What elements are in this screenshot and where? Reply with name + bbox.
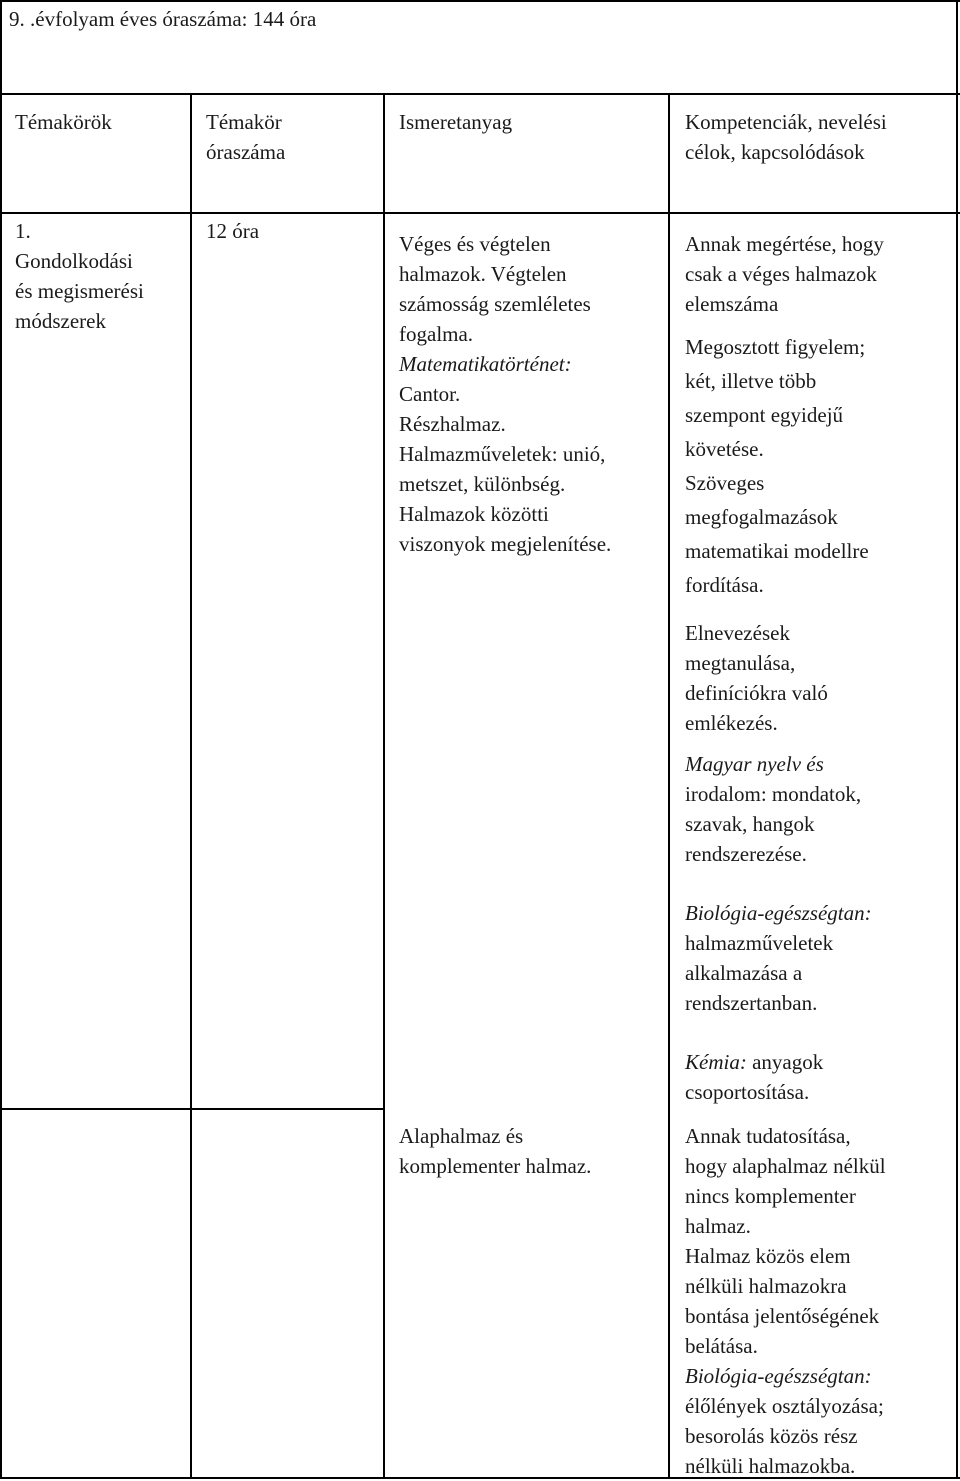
subject-link: Biológia-egészségtan: <box>685 1364 872 1388</box>
header-topics: Témakörök <box>15 110 112 134</box>
knowledge-line: metszet, különbség. <box>399 472 566 496</box>
competency-line: belátása. <box>685 1334 758 1358</box>
competency-line: rendszertanban. <box>685 991 818 1015</box>
competency-line: nincs komplementer <box>685 1184 856 1208</box>
header-topic-hours-2: óraszáma <box>206 140 286 164</box>
competency-line: alkalmazása a <box>685 961 803 985</box>
competency-line: követése. <box>685 437 764 461</box>
knowledge-line: számosság szemléletes <box>399 292 591 316</box>
competency-line: definíciókra való <box>685 681 828 705</box>
knowledge-line: Véges és végtelen <box>399 232 551 256</box>
competency-block <box>685 749 861 869</box>
table-border-right <box>956 0 958 1479</box>
competency-line: halmaz. <box>685 1214 751 1238</box>
knowledge-line: Cantor. <box>399 382 461 406</box>
knowledge-line: halmazok. Végtelen <box>399 262 567 286</box>
competency-line: csoportosítása. <box>685 1080 810 1104</box>
knowledge-line: Halmazműveletek: unió, <box>399 442 606 466</box>
competency-line <box>685 1047 823 1077</box>
header-topic-hours-1: Témakör <box>206 110 282 134</box>
topic-line: 1. <box>15 219 31 243</box>
knowledge-line: viszonyok megjelenítése. <box>399 532 612 556</box>
competency-block <box>685 330 869 602</box>
competency-line: Annak megértése, hogy <box>685 232 884 256</box>
competency-line: matematikai modellre <box>685 539 869 563</box>
competency-line: fordítása. <box>685 573 764 597</box>
knowledge-line: Halmazok közötti <box>399 502 549 526</box>
grade-title: 9. .évfolyam éves óraszáma: 144 óra <box>9 7 317 31</box>
header-competencies-1: Kompetenciák, nevelési <box>685 110 887 134</box>
table-border-top <box>0 0 960 2</box>
topic-line: és megismerési <box>15 279 144 303</box>
col1-divider <box>190 93 192 1479</box>
competency-line: irodalom: mondatok, <box>685 782 862 806</box>
topic-line: módszerek <box>15 309 106 333</box>
knowledge-cell <box>399 229 611 559</box>
knowledge-line: Részhalmaz. <box>399 412 506 436</box>
competency-line: rendszerezése. <box>685 842 807 866</box>
competency-line: szavak, hangok <box>685 812 815 836</box>
competency-block <box>685 1047 823 1107</box>
col2-divider <box>383 93 385 1479</box>
competency-line: megfogalmazások <box>685 505 838 529</box>
subject-link: Magyar nyelv és <box>685 752 824 776</box>
competency-line: elemszáma <box>685 292 779 316</box>
competency-line: bontása jelentőségének <box>685 1304 880 1328</box>
competency-line: halmazműveletek <box>685 931 834 955</box>
row2-divider <box>0 1108 384 1110</box>
header-row-divider <box>0 212 960 214</box>
competency-line: szempont egyidejű <box>685 403 844 427</box>
topic-cell <box>15 216 144 336</box>
knowledge-line: Matematikatörténet: <box>399 352 572 376</box>
competency-block <box>685 618 828 738</box>
competency-line: nélküli halmazokba. <box>685 1454 856 1478</box>
competency-line: élőlények osztályozása; <box>685 1394 884 1418</box>
competency-line: megtanulása, <box>685 651 796 675</box>
competency-line: csak a véges halmazok <box>685 262 877 286</box>
title-row-divider <box>0 93 960 95</box>
competency-line: besorolás közös rész <box>685 1424 858 1448</box>
competency-block <box>685 1121 886 1481</box>
knowledge-line: Alaphalmaz és <box>399 1124 524 1148</box>
competency-line: nélküli halmazokra <box>685 1274 847 1298</box>
competency-block <box>685 898 872 1018</box>
table-border-left <box>0 0 2 1479</box>
header-knowledge: Ismeretanyag <box>399 110 513 134</box>
competency-line: Szöveges <box>685 471 765 495</box>
topic-line: Gondolkodási <box>15 249 133 273</box>
competency-line: Annak tudatosítása, <box>685 1124 851 1148</box>
header-competencies-2: célok, kapcsolódások <box>685 140 865 164</box>
competency-line: emlékezés. <box>685 711 778 735</box>
competency-text: anyagok <box>746 1050 824 1074</box>
topic-hours: 12 óra <box>206 219 260 243</box>
competency-line: Halmaz közös elem <box>685 1244 851 1268</box>
subject-link: Biológia-egészségtan: <box>685 901 872 925</box>
competency-block <box>685 229 884 319</box>
knowledge-cell <box>399 1121 591 1181</box>
subject-link: Kémia: <box>685 1050 747 1074</box>
knowledge-line: fogalma. <box>399 322 474 346</box>
knowledge-line: komplementer halmaz. <box>399 1154 592 1178</box>
competency-line: hogy alaphalmaz nélkül <box>685 1154 886 1178</box>
competency-line: két, illetve több <box>685 369 817 393</box>
col3-divider <box>668 93 670 1479</box>
competency-line: Elnevezések <box>685 621 790 645</box>
competency-line: Megosztott figyelem; <box>685 335 866 359</box>
